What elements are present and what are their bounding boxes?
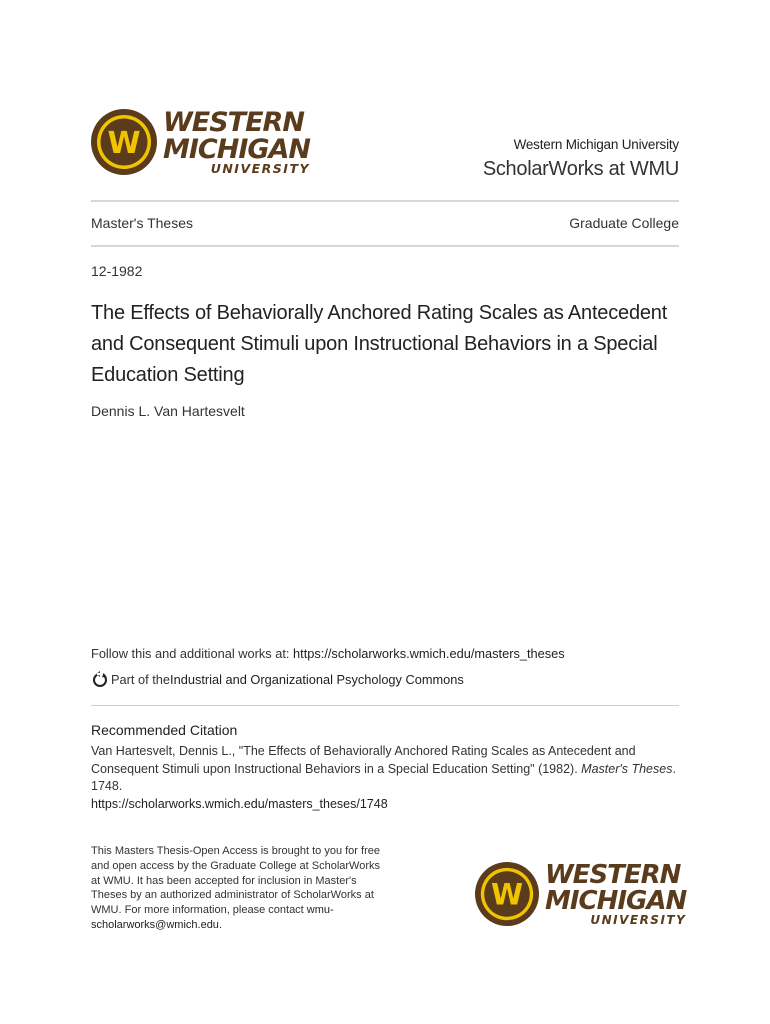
university-name[interactable]: Western Michigan University [513, 137, 679, 152]
seal-letter: W [107, 126, 141, 162]
part-of-prefix: Part of the [111, 671, 171, 687]
wordmark-line2: MICHIGAN [163, 134, 311, 165]
wmu-wordmark [545, 862, 686, 926]
citation-heading: Recommended Citation [91, 722, 238, 738]
wmu-logo-top[interactable] [91, 109, 310, 176]
citation-series: Master's Theses [581, 761, 673, 776]
citation-number: 1748. [91, 779, 123, 793]
series-link[interactable]: Master's Theses [91, 215, 194, 231]
wmu-seal-icon [475, 862, 539, 926]
wordmark-line1: WESTERN [163, 107, 304, 138]
commons-link[interactable]: Industrial and Organizational Psychology Commons [170, 671, 464, 687]
wmu-wordmark [163, 109, 310, 176]
divider-middle [91, 245, 679, 247]
follow-prefix: Follow this and additional works at: [91, 646, 294, 661]
document-title: The Effects of Behaviorally Anchored Rating Scales as Antecedent and Consequent Stimuli upon Instructional Behaviors in a Special Education Setting [91, 302, 668, 386]
open-access-icon [91, 670, 109, 688]
notice-text: This Masters Thesis-Open Access is brought to you for free and open access by the Graduate College at ScholarWorks at WMU. It has been accepted for inclusion in Master's Theses by an authorized administrator of ScholarWorks at WMU. For more information, please contact [91, 845, 381, 917]
follow-url-link[interactable]: https://scholarworks.wmich.edu/masters_theses [293, 646, 565, 661]
college-link[interactable]: Graduate College [569, 215, 679, 231]
author-link[interactable]: Dennis L. Van Hartesvelt [91, 403, 245, 419]
follow-line [91, 646, 565, 661]
wordmark-line2: MICHIGAN [545, 886, 687, 916]
wordmark-line3: UNIVERSITY [210, 161, 311, 176]
contact-email-link[interactable]: wmu-scholarworks@wmich.edu [91, 904, 334, 931]
repository-name[interactable]: ScholarWorks at WMU [482, 158, 679, 180]
part-of-line [91, 670, 464, 688]
wordmark-line1: WESTERN [545, 860, 681, 890]
citation-text: Van Hartesvelt, Dennis L., "The Effects of Behaviorally Anchored Rating Scales as Antecedent and Consequent Stimuli upon Instructional Behaviors in a Special Education Setting" (1982). [91, 744, 636, 776]
citation-block [91, 743, 686, 813]
divider-bottom [91, 705, 679, 706]
wordmark-line3: UNIVERSITY [590, 913, 687, 927]
publication-date: 12-1982 [91, 263, 143, 279]
citation-url-link[interactable]: https://scholarworks.wmich.edu/masters_theses/1748 [91, 796, 388, 811]
wmu-seal-icon [91, 109, 157, 175]
seal-letter: W [490, 877, 524, 912]
wmu-logo-bottom[interactable] [475, 862, 686, 926]
divider-top [91, 200, 679, 202]
access-notice [91, 844, 391, 933]
notice-after: . [218, 918, 222, 931]
citation-series-after: . [672, 761, 676, 776]
